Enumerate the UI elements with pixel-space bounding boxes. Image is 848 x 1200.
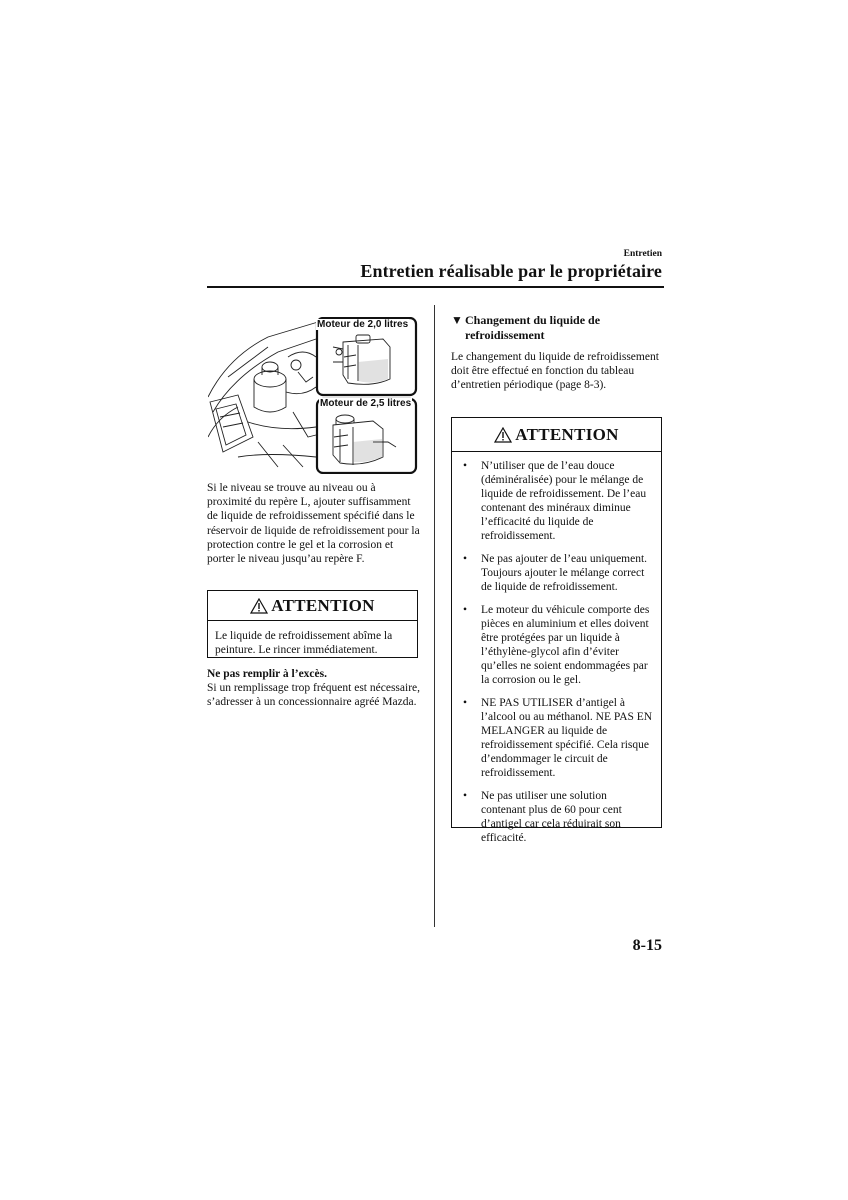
attention-bullet-list — [459, 459, 654, 845]
page-title: Entretien réalisable par le propriétaire — [360, 261, 662, 281]
list-item-text: NE PAS UTILISER d’antigel à l’alcool ou au méthanol. NE PAS EN MELANGER au liquide de refroidissement spécifié. Cela risque d’endommager le circuit de refroidissement. — [481, 697, 653, 779]
list-item — [459, 459, 654, 543]
coolant-level-paragraph: Si le niveau se trouve au niveau ou à proximité du repère L, ajouter suffisamment de liquide de refroidissement spécifié dans le réservoir de liquide de refroidissement pour la protection contre le gel et la corrosion et porter le niveau jusqu’au repère F. — [207, 482, 420, 566]
overfill-heading: Ne pas remplir à l’excès. — [207, 668, 327, 680]
list-item — [459, 552, 654, 594]
coolant-change-heading — [451, 313, 661, 343]
column-divider — [434, 305, 435, 927]
list-item-text: Ne pas ajouter de l’eau uniquement. Toujours ajouter le mélange correct de liquide de refroidissement. — [481, 553, 648, 593]
warning-triangle-icon — [494, 427, 512, 443]
list-item-text: N’utiliser que de l’eau douce (déminéralisée) pour le mélange de liquide de refroidissement. De l’eau contenant des minéraux diminue l’efficacité du liquide de refroidissement. — [481, 460, 647, 542]
bullet-icon: • — [463, 460, 468, 472]
list-item — [459, 603, 654, 687]
bullet-icon: • — [463, 790, 468, 802]
attention-text: Le liquide de refroidissement abîme la peinture. Le rincer immédiatement. — [215, 630, 393, 656]
attention-header — [208, 591, 417, 621]
attention-box-paint — [207, 590, 418, 658]
attention-list-wrapper — [452, 452, 661, 862]
label-2-0-litres: Moteur de 2,0 litres — [317, 319, 409, 330]
coolant-change-paragraph: Le changement du liquide de refroidissement doit être effectué en fonction du tableau d’entretien périodique (page 8-3). — [451, 351, 659, 392]
bullet-icon: • — [463, 553, 468, 565]
warning-triangle-icon — [250, 598, 268, 614]
list-item — [459, 696, 654, 780]
section-label: Entretien — [623, 249, 662, 259]
heading-line-2: refroidissement — [465, 328, 545, 342]
attention-title: ATTENTION — [515, 424, 619, 444]
list-item — [459, 789, 654, 845]
coolant-reservoir-illustration — [208, 317, 418, 474]
bullet-icon: • — [463, 604, 468, 616]
label-2-5-litres: Moteur de 2,5 litres — [320, 398, 412, 409]
title-rule — [207, 286, 664, 288]
triangle-marker-icon: ▼ — [451, 313, 463, 327]
page-number: 8-15 — [632, 937, 662, 954]
attention-header — [452, 418, 661, 452]
list-item-text: Ne pas utiliser une solution contenant plus de 60 pour cent d’antigel car cela réduirait son efficacité. — [481, 790, 622, 844]
engine-bay-drawing — [208, 317, 418, 474]
overfill-paragraph: Si un remplissage trop fréquent est nécessaire, s’adresser à un concessionnaire agréé Mazda. — [207, 682, 421, 709]
list-item-text: Le moteur du véhicule comporte des pièces en aluminium et elles doivent être protégées par un liquide à l’éthylène-glycol afin d’éviter qu’elles ne soient endommagées par la corrosion ou le gel. — [481, 604, 650, 686]
attention-title: ATTENTION — [271, 595, 375, 615]
attention-box-coolant — [451, 417, 662, 844]
bullet-icon: • — [463, 697, 468, 709]
heading-line-1: Changement du liquide de — [465, 313, 601, 327]
